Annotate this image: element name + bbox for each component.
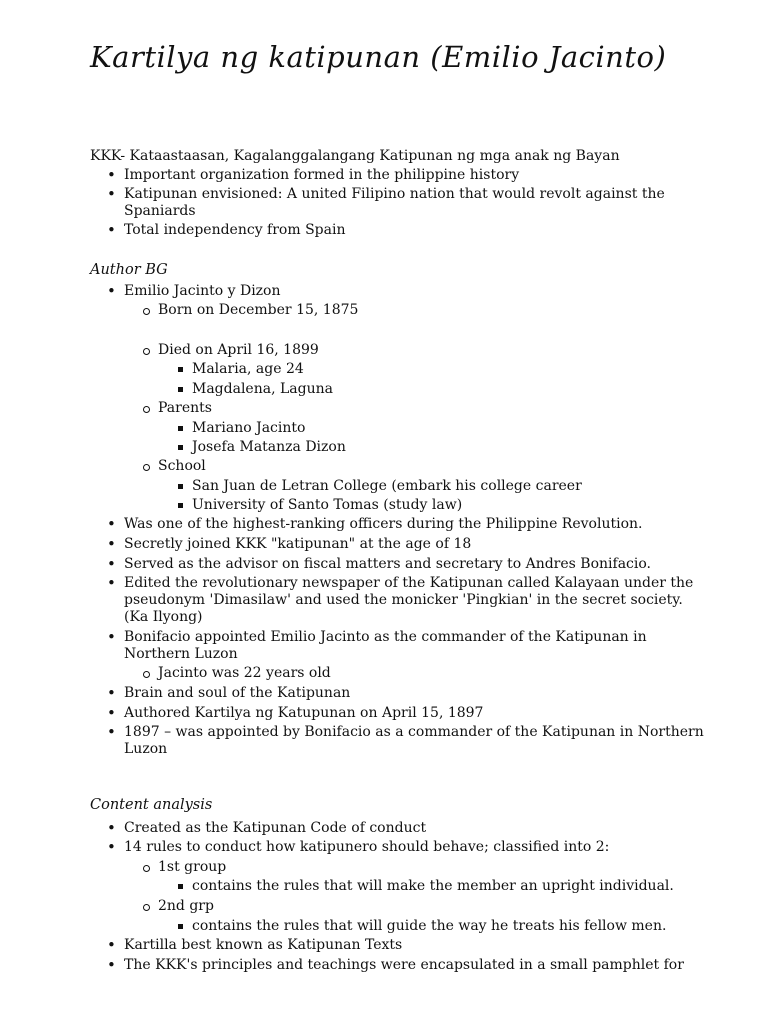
- author-fact: • Was one of the highest-ranking officers during the Philippine Revolution.: [124, 516, 704, 533]
- intro-bullet: • Important organization formed in the philippine history: [124, 167, 704, 184]
- group-label: 1st group: [158, 859, 698, 876]
- age-note: Jacinto was 22 years old: [158, 665, 698, 682]
- content-bullet: • Kartilla best known as Katipunan Texts: [124, 937, 704, 954]
- author-fact: • Edited the revolutionary newspaper of the Katipunan called Kalayaan under the pseudonym 'Dimasilaw' and used the monicker 'Pingkian' in the secret society. (Ka Ilyong): [124, 575, 704, 626]
- parents-label: Parents: [158, 400, 698, 417]
- content-bullet: • The KKK's principles and teachings were encapsulated in a small pamphlet for: [124, 957, 704, 974]
- author-fact: • Served as the advisor on fiscal matters and secretary to Andres Bonifacio.: [124, 556, 704, 573]
- content-bullet: • Created as the Katipunan Code of conduct: [124, 820, 704, 837]
- author-fact: • Brain and soul of the Katipunan: [124, 685, 704, 702]
- content-bullet: • 14 rules to conduct how katipunero should behave; classified into 2:: [124, 839, 704, 856]
- group-desc: contains the rules that will guide the way he treats his fellow men.: [192, 918, 692, 935]
- author-fact: • Authored Kartilya ng Katupunan on April 15, 1897: [124, 705, 704, 722]
- author-fact: • 1897 – was appointed by Bonifacio as a commander of the Katipunan in Northern Luzon: [124, 724, 704, 758]
- author-name: • Emilio Jacinto y Dizon: [124, 283, 704, 300]
- intro-bullet: • Total independency from Spain: [124, 222, 704, 239]
- group-label: 2nd grp: [158, 898, 698, 915]
- parent-item: Mariano Jacinto: [192, 420, 692, 437]
- group-desc: contains the rules that will make the member an upright individual.: [192, 878, 692, 895]
- school-item: San Juan de Letran College (embark his college career: [192, 478, 692, 495]
- author-heading: Author BG: [90, 262, 168, 278]
- died-detail: Malaria, age 24: [192, 361, 692, 378]
- document-title: Kartilya ng katipunan (Emilio Jacinto): [90, 40, 667, 74]
- school-label: School: [158, 458, 698, 475]
- author-fact: • Bonifacio appointed Emilio Jacinto as the commander of the Katipunan in Northern Luzon: [124, 629, 704, 663]
- intro-line: KKK- Kataastaasan, Kagalanggalangang Katipunan ng mga anak ng Bayan: [90, 148, 620, 164]
- author-died: Died on April 16, 1899: [158, 342, 698, 359]
- author-fact: • Secretly joined KKK "katipunan" at the age of 18: [124, 536, 704, 553]
- intro-bullet: • Katipunan envisioned: A united Filipino nation that would revolt against the Spaniards: [124, 186, 704, 220]
- author-born: Born on December 15, 1875: [158, 302, 698, 319]
- parent-item: Josefa Matanza Dizon: [192, 439, 692, 456]
- school-item: University of Santo Tomas (study law): [192, 497, 692, 514]
- died-detail: Magdalena, Laguna: [192, 381, 692, 398]
- content-heading: Content analysis: [90, 797, 213, 813]
